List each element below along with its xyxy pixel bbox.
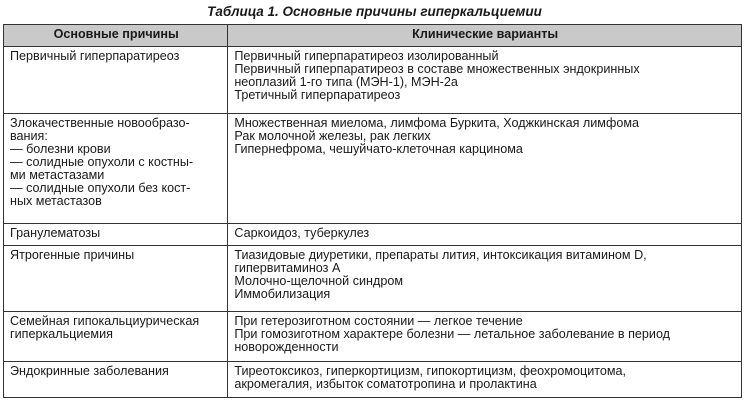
cause-cell (4, 312, 228, 362)
cause-cell (4, 114, 228, 224)
variants-cell (228, 362, 742, 398)
table-header-row (4, 25, 742, 47)
variant-text: Тиазидовые диуретики, препараты лития, интоксикация витамином D, (234, 248, 647, 262)
variant-text: Гипернефрома, чешуйчато-клеточная карцинома (234, 142, 523, 156)
cause-text: Эндокринные заболевания (10, 364, 169, 378)
cause-text: Гранулематозы (10, 226, 101, 240)
cause-text: Первичный гиперпаратиреоз (10, 49, 180, 63)
cause-text: ных метастазов (10, 194, 102, 208)
table-row (4, 312, 742, 362)
cause-text: — солидные опухоли без кост- (10, 181, 191, 195)
table-row (4, 224, 742, 246)
cause-text: вания: (10, 129, 48, 143)
variants-cell (228, 224, 742, 246)
cause-cell (4, 47, 228, 114)
cause-text: — болезни крови (10, 142, 111, 156)
cause-text: Семейная гипокальциурическая (10, 314, 200, 328)
table-row (4, 362, 742, 398)
table-row (4, 246, 742, 312)
cause-cell (4, 362, 228, 398)
variant-text: Саркоидоз, туберкулез (234, 226, 370, 240)
variants-cell (228, 312, 742, 362)
variant-text: Множественная миелома, лимфома Буркита, Ходжкинская лимфома (234, 116, 639, 130)
table-row (4, 114, 742, 224)
variant-text: гипервитаминоз А (234, 261, 341, 275)
variant-text: Молочно-щелочной синдром (234, 274, 404, 288)
variant-text: Рак молочной железы, рак легких (234, 129, 431, 143)
cause-text: ми метастазами (10, 168, 105, 182)
variant-text: Третичный гиперпаратиреоз (234, 88, 401, 102)
table-caption: Таблица 1. Основные причины гиперкальциемии (207, 4, 542, 19)
variant-text: Первичный гиперпаратиреоз изолированный (234, 49, 499, 63)
variant-text: Тиреотоксикоз, гиперкортицизм, гипокортицизм, феохромоцитома, (234, 364, 627, 378)
variants-cell (228, 246, 742, 312)
column-header-variants: Клинические варианты (228, 25, 742, 47)
cause-text: Злокачественные новообразо- (10, 116, 190, 130)
cause-text: гиперкальциемия (10, 327, 113, 341)
table-row (4, 47, 742, 114)
variant-text: неоплазий 1-го типа (МЭН-1), МЭН-2а (234, 75, 458, 89)
variants-cell (228, 47, 742, 114)
cause-text: — солидные опухоли с костны- (10, 155, 194, 169)
cause-cell (4, 224, 228, 246)
causes-table (3, 24, 742, 398)
cause-text: Ятрогенные причины (10, 248, 135, 262)
variant-text: При гомозиготном характере болезни — летальное заболевание в период (234, 327, 671, 341)
variant-text: При гетерозиготном состоянии — легкое течение (234, 314, 523, 328)
column-header-causes: Основные причины (4, 25, 228, 47)
variants-cell (228, 114, 742, 224)
cause-cell (4, 246, 228, 312)
variant-text: новорожденности (234, 340, 339, 354)
variant-text: Первичный гиперпаратиреоз в составе множественных эндокринных (234, 62, 640, 76)
variant-text: акромегалия, избыток соматотропина и пролактина (234, 377, 537, 391)
variant-text: Иммобилизация (234, 287, 331, 301)
